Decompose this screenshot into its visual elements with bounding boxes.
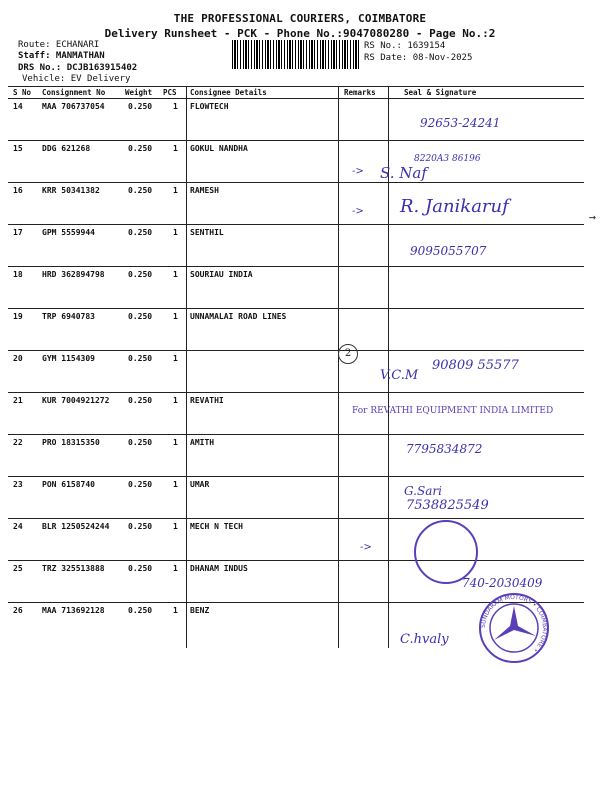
row-consignment: PON 6158740 [42, 480, 95, 489]
row-divider [8, 518, 584, 519]
row-consignment: TRP 6940783 [42, 312, 95, 321]
row-consignee: BENZ [190, 606, 210, 615]
row-divider [8, 392, 584, 393]
handwritten-signature: V.C.M [380, 368, 419, 383]
row-divider [8, 266, 584, 267]
col-consignee: Consignee Details [190, 88, 267, 97]
row-sno: 19 [13, 312, 23, 321]
row-sno: 20 [13, 354, 23, 363]
barcode [232, 40, 360, 69]
runsheet-subtitle: Delivery Runsheet - PCK - Phone No.:9047080280 - Page No.:2 [104, 27, 496, 40]
row-consignment: BLR 1250524244 [42, 522, 110, 531]
row-consignment: KUR 7004921272 [42, 396, 110, 405]
row-consignee: SOURIAU INDIA [190, 270, 253, 279]
row-weight: 0.250 [128, 228, 153, 237]
row-pcs: 1 [173, 480, 178, 489]
row-consignee: UMAR [190, 480, 210, 489]
row-weight: 0.250 [128, 438, 153, 447]
row-divider [8, 476, 584, 477]
row-consignment: MAA 713692128 [42, 606, 105, 615]
row-sno: 24 [13, 522, 23, 531]
row-sno: 23 [13, 480, 23, 489]
handwritten-signature: R. Janikaruf [400, 196, 509, 217]
round-seal [414, 520, 478, 584]
handwritten-arrow: -> [352, 206, 364, 217]
company-title: THE PROFESSIONAL COURIERS, COIMBATORE [173, 12, 427, 25]
company-stamp: For REVATHI EQUIPMENT INDIA LIMITED [352, 406, 554, 416]
row-consignee: RAMESH [190, 186, 219, 195]
handwritten-arrow: -> [360, 542, 372, 553]
handwritten-signature: S. Naf [380, 164, 427, 182]
circled-number: 2 [338, 344, 358, 364]
handwritten-note: 8220A3 86196 [414, 154, 481, 164]
row-consignee: FLOWTECH [190, 102, 229, 111]
row-pcs: 1 [173, 606, 178, 615]
row-weight: 0.250 [128, 270, 153, 279]
row-divider [8, 350, 584, 351]
row-pcs: 1 [173, 102, 178, 111]
row-sno: 14 [13, 102, 23, 111]
row-consignment: TRZ 325513888 [42, 564, 105, 573]
row-pcs: 1 [173, 564, 178, 573]
row-consignee: REVATHI [190, 396, 224, 405]
rs-date: RS Date: 08-Nov-2025 [364, 53, 473, 63]
handwritten-phone: 92653-24241 [420, 116, 501, 130]
row-pcs: 1 [173, 438, 178, 447]
col-consignment: Consignment No [42, 88, 106, 97]
handwritten-phone: 740-2030409 [462, 576, 543, 590]
row-divider [8, 140, 584, 141]
col-weight: Weight [125, 88, 153, 97]
route-label: Route: ECHANARI [18, 40, 100, 50]
col-pcs: PCS [163, 88, 177, 97]
margin-mark: → [588, 210, 596, 224]
staff-label: Staff: MANMATHAN [18, 51, 105, 61]
row-pcs: 1 [173, 312, 178, 321]
handwritten-phone: 9095055707 [410, 244, 487, 258]
row-weight: 0.250 [128, 606, 153, 615]
row-weight: 0.250 [128, 396, 153, 405]
row-divider [8, 224, 584, 225]
row-consignment: GPM 5559944 [42, 228, 95, 237]
row-weight: 0.250 [128, 522, 153, 531]
row-pcs: 1 [173, 522, 178, 531]
row-consignee: UNNAMALAI ROAD LINES [190, 312, 287, 321]
row-sno: 17 [13, 228, 23, 237]
row-weight: 0.250 [128, 354, 153, 363]
col-sno: S No [13, 88, 32, 97]
row-pcs: 1 [173, 228, 178, 237]
row-weight: 0.250 [128, 312, 153, 321]
row-weight: 0.250 [128, 480, 153, 489]
row-pcs: 1 [173, 396, 178, 405]
row-sno: 16 [13, 186, 23, 195]
rs-number: RS No.: 1639154 [364, 41, 446, 51]
row-sno: 22 [13, 438, 23, 447]
row-consignment: KRR 50341382 [42, 186, 100, 195]
row-sno: 18 [13, 270, 23, 279]
handwritten-signature: C.hvaly [400, 632, 449, 647]
row-sno: 21 [13, 396, 23, 405]
company-seal [478, 592, 550, 664]
handwritten-phone: 90809 55577 [432, 358, 519, 373]
row-divider [8, 308, 584, 309]
row-weight: 0.250 [128, 564, 153, 573]
row-consignee: SENTHIL [190, 228, 224, 237]
handwritten-phone: 7795834872 [406, 442, 483, 456]
seal-ring-text: SUNDARAM MOTORS • COIMBATORE • [479, 593, 549, 654]
row-weight: 0.250 [128, 144, 153, 153]
row-divider [8, 182, 584, 183]
handwritten-phone: 7538825549 [406, 498, 489, 513]
row-consignee: GOKUL NANDHA [190, 144, 248, 153]
row-consignee: MECH N TECH [190, 522, 243, 531]
runsheet-table [8, 86, 584, 654]
row-consignee: AMITH [190, 438, 215, 447]
row-divider [8, 434, 584, 435]
handwritten-arrow: -> [352, 166, 364, 177]
row-weight: 0.250 [128, 102, 153, 111]
row-weight: 0.250 [128, 186, 153, 195]
row-consignment: HRD 362894798 [42, 270, 105, 279]
row-pcs: 1 [173, 354, 178, 363]
row-consignment: DDG 621268 [42, 144, 91, 153]
row-consignment: PRO 18315350 [42, 438, 100, 447]
row-pcs: 1 [173, 144, 178, 153]
row-consignee: DHANAM INDUS [190, 564, 248, 573]
vehicle-label: Vehicle: EV Delivery [22, 74, 131, 84]
col-signature: Seal & Signature [404, 88, 477, 97]
row-consignment: GYM 1154309 [42, 354, 95, 363]
row-sno: 26 [13, 606, 23, 615]
row-pcs: 1 [173, 186, 178, 195]
drs-number: DRS No.: DCJB163915402 [18, 63, 138, 73]
col-remarks: Remarks [344, 88, 376, 97]
row-divider [8, 560, 584, 561]
row-sno: 15 [13, 144, 23, 153]
handwritten-signature: G.Sari [404, 484, 442, 498]
row-pcs: 1 [173, 270, 178, 279]
row-consignment: MAA 706737054 [42, 102, 105, 111]
row-sno: 25 [13, 564, 23, 573]
